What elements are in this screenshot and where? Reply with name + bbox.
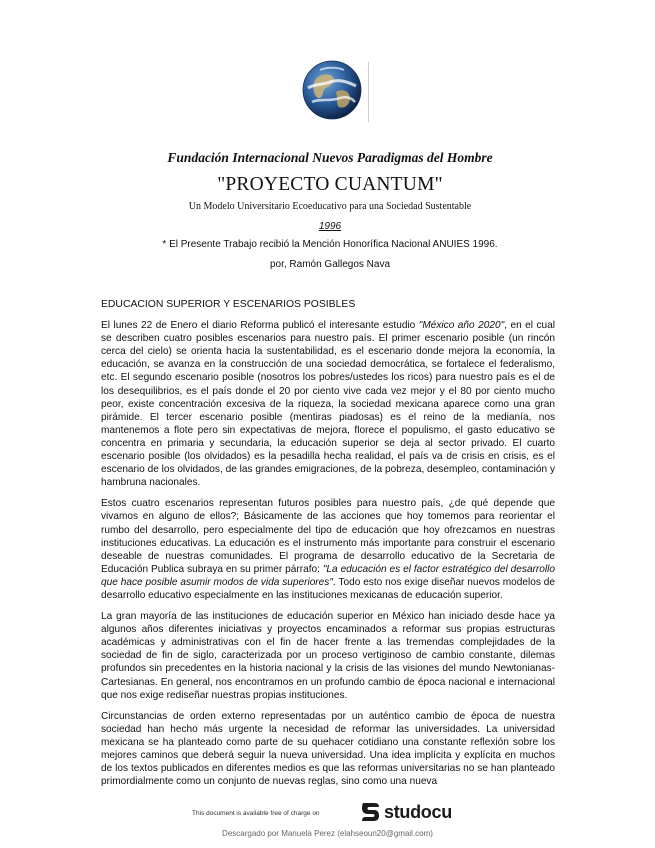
studocu-wordmark: studocu [384, 801, 452, 822]
paragraph-1-text-b: , en el cual se describen cuatro posibles escenarios para nuestro país. El primer escenario posible (un rincón cerca del cielo) se orienta hacia la sustentabilidad, es el escenario donde mejora la economía, la educación, se avanza en la construcción de una sociedad democrática, se fortalece el federalismo, etc. El segundo escenario posible (nosotros los pobres/ustedes los ricos) para nuestro país es el de los desequilibrios, es el país donde el 20 por ciento vive cada vez mejor y el 80 por ciento mucho peor, existe concentración excesiva de la riqueza, la sociedad mexicana aparece como una gran pirámide. El tercer escenario posible (mentiras piadosas) es el reino de la medianía, nos mantenemos a flote pero sin expectativas de mejora, florece el populismo, el gasto educativo se concentra en primaria y secundaria, la educación superior se deja al sector privado. El cuarto escenario posible (los olvidados) es la pesadilla hecha realidad, el país va de crisis en crisis, es el escenario de los olvidados, de las grandes emigraciones, de la pobreza, desempleo, contaminación y hambruna nacionales. [101, 320, 555, 489]
document-subtitle: Un Modelo Universitario Ecoeducativo para una Sociedad Sustentable [188, 201, 472, 212]
foundation-name: Fundación Internacional Nuevos Paradigmas del Hombre [167, 150, 493, 165]
paragraph-2 [101, 497, 555, 602]
paragraph-2-text-a: Estos cuatro escenarios representan futuros posibles para nuestro país, ¿de qué depende que vivamos en alguno de ellos?; Básicamente de las acciones que hoy tomemos para reorientar el rumbo del desarrollo, pero especialmente del tipo de educación que hoy ofrezcamos en nuestras instituciones educativas. La educación es el instrumento más importante para construir el escenario deseable de nuestras comunidades. El programa de desarrollo educativo de la Secretaria de Educación Publica subraya en su primer párrafo: [101, 498, 555, 575]
download-credit: Descargado por Manuela Perez (elahseoun20@gmail.com) [222, 829, 433, 838]
paragraph-2-text-b: . Todo esto nos exige diseñar nuevos modelos de desarrollo educativo especialmente en las instituciones mexicanas de educación superior. [101, 576, 555, 601]
paragraph-2-quote: "La educación es el factor estratégico del desarrollo que hace posible asumir modos de vida superiores" [101, 563, 556, 588]
paragraph-1-study-title: "México año 2020" [418, 320, 505, 332]
paragraph-1 [101, 319, 555, 489]
availability-note: This document is available free of charge on [192, 810, 320, 817]
paragraph-3: La gran mayoría de las instituciones de educación superior en México han iniciado desde hace ya algunos años diferentes iniciativas y proyectos encaminados a reformar sus propias estructuras académicas y administrativas con el fin de hacer frente a las tremendas complejidades de la sociedad de fin de siglo, caracterizada por un proceso vertiginoso de cambio constante, dilemas profundos sin precedentes en la historia nacional y la crisis de las visiones del mundo Newtonianas-Cartesianas. En general, nos encontramos en un profundo cambio de época nacional e internacional que nos exige rediseñar nuestras propias instituciones. [101, 611, 555, 701]
paragraph-4: Circunstancias de orden externo representadas por un auténtico cambio de época de nuestra sociedad han hecho más urgente la necesidad de reformar las universidades. La universidad mexicana se ha planteado como parte de su quehacer cotidiano una constante reflexión sobre los mejores caminos que deberá seguir la nueva universidad. Una idea implícita y explícita en muchos de los textos publicados en diferentes medios es que las reformas universitarias no se han planteado primordialmente como un conjunto de nuevas reglas, sino como una nueva [101, 710, 555, 788]
author-line: por, Ramón Gallegos Nava [269, 259, 391, 270]
studocu-brand[interactable] [358, 800, 452, 824]
section-heading: EDUCACION SUPERIOR Y ESCENARIOS POSIBLES [101, 299, 356, 310]
award-mention: * El Presente Trabajo recibió la Mención Honorífica Nacional ANUIES 1996. [162, 239, 498, 250]
earth-globe-icon [300, 58, 364, 122]
studocu-logo-icon [358, 800, 382, 824]
document-body [101, 298, 555, 796]
document-title: "PROYECTO CUANTUM" [217, 174, 443, 195]
paragraph-1-text-a: El lunes 22 de Enero el diario Reforma publicó el interesante estudio [101, 320, 419, 332]
logo-divider [368, 62, 369, 122]
document-year: 1996 [318, 221, 342, 232]
